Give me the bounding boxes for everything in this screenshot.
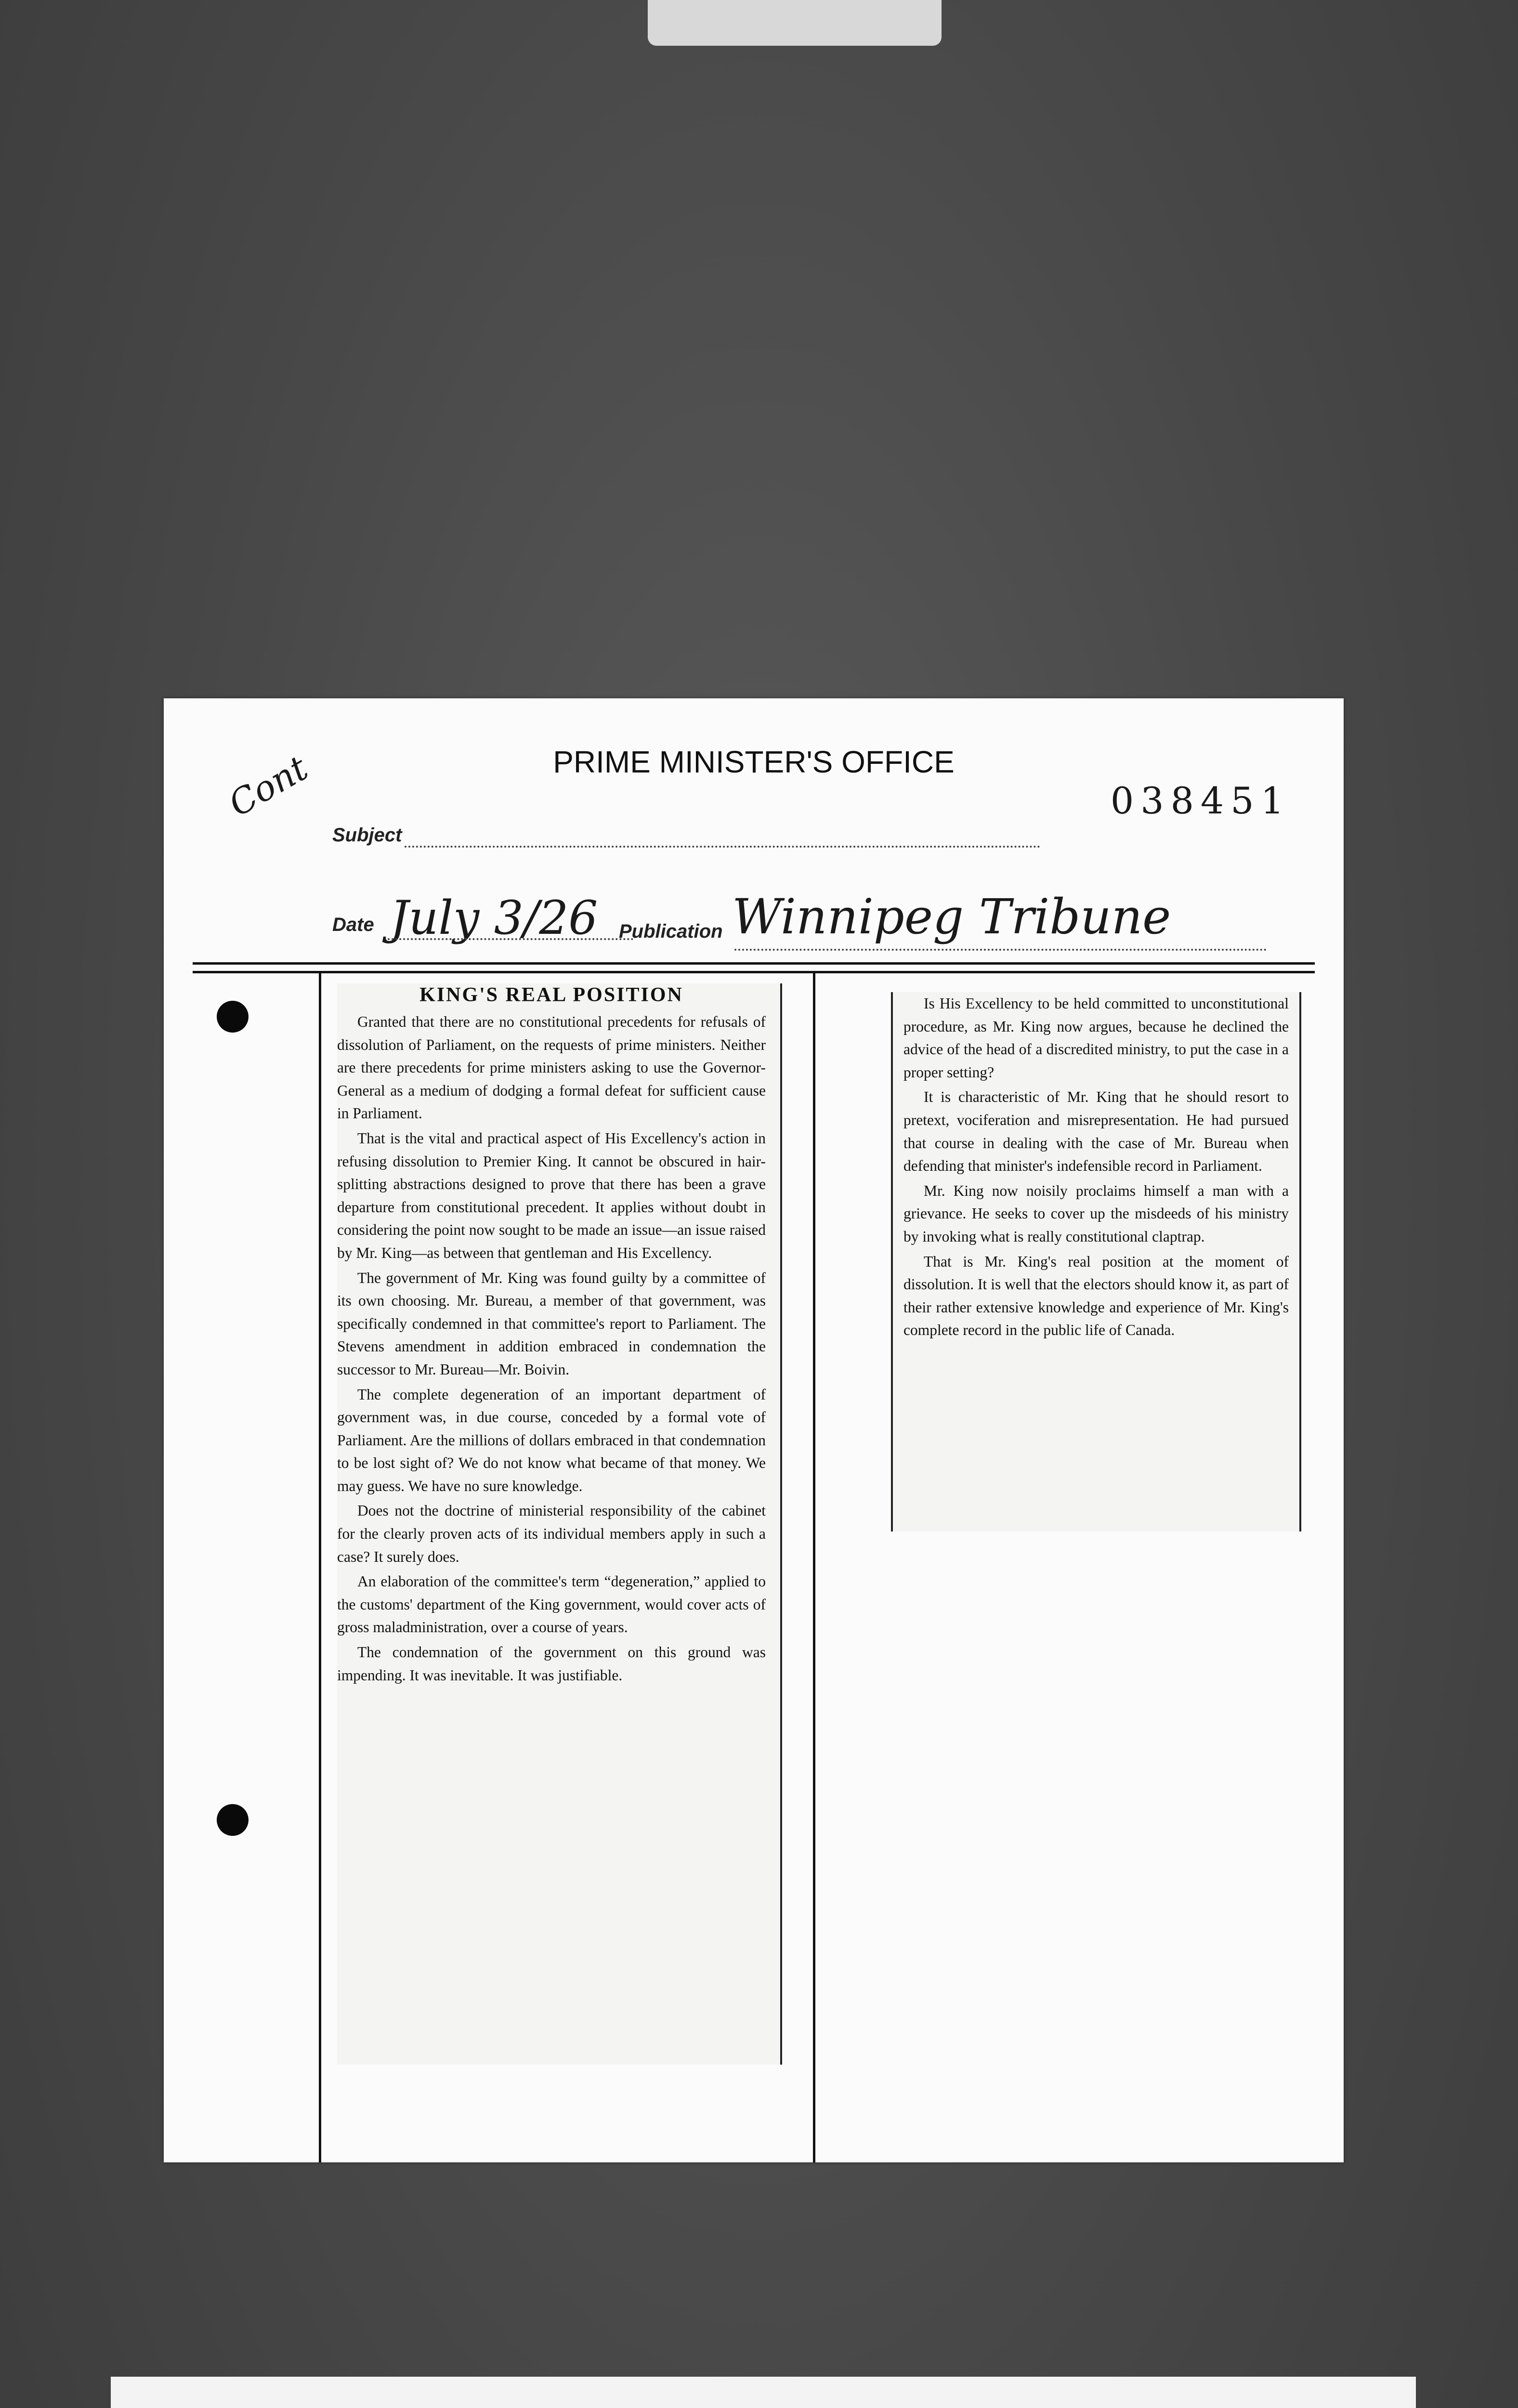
- header-rule: [193, 962, 1315, 965]
- clipping-right-column: [891, 992, 1301, 1531]
- clipping-paragraph: The government of Mr. King was found guilty by a committee of its own choosing. Mr. Bureau, a member of that government, was specifically condemned in that committee's report to Parliament. The Stevens amendment in addition embraced in condemnation the successor to Mr. Bureau—Mr. Boivin.: [337, 1269, 766, 1378]
- subject-field: [405, 846, 1040, 848]
- clipping-paragraph: The condemnation of the government on this ground was impending. It was inevitable. It was justifiable.: [337, 1644, 766, 1684]
- document-sheet: [164, 698, 1344, 2162]
- clipping-paragraph: That is Mr. King's real position at the moment of dissolution. It is well that the electors should know it, as part of their rather extensive knowledge and experience of Mr. King's complete record in the public life of Canada.: [903, 1253, 1289, 1339]
- column-divider: [813, 972, 815, 2162]
- clipping-paragraph: Granted that there are no constitutional precedents for refusals of dissolution of Parliament, on the requests of prime ministers. Neither are there precedents for prime ministers asking to use the Governor-General as a medium of dodging a formal defeat for sufficient cause in Parliament.: [337, 1013, 766, 1122]
- date-field-line: [388, 938, 633, 940]
- publication-value: Winnipeg Tribune: [732, 889, 1171, 945]
- publication-label: Publication: [619, 921, 723, 942]
- clipping-paragraph: An elaboration of the committee's term “degeneration,” applied to the customs' department of the King government, would cover acts of gross maladministration, over a course of years.: [337, 1573, 766, 1636]
- punch-hole-top: [217, 1001, 249, 1033]
- clipping-paragraph: Mr. King now noisily proclaims himself a man with a grievance. He seeks to cover up the misdeeds of his ministry by invoking what is really constitutional claptrap.: [903, 1182, 1289, 1245]
- clipping-paragraph: Does not the doctrine of ministerial responsibility of the cabinet for the clearly proven acts of its individual members apply in such a case? It surely does.: [337, 1502, 766, 1565]
- clipping-paragraph: The complete degeneration of an important department of government was, in due course, conceded by a formal vote of Parliament. Are the millions of dollars embraced in that condemnation to be lost sight of? We do not know what became of that money. We may guess. We have no sure knowledge.: [337, 1386, 766, 1494]
- clipping-paragraph: That is the vital and practical aspect of His Excellency's action in refusing dissolution to Premier King. It cannot be obscured in hair-splitting abstractions designed to prove that there has been a grave departure from constitutional precedent. It applies without doubt in considering the point now sought to be made an issue—an issue raised by Mr. King—as between that gentleman and His Excellency.: [337, 1129, 766, 1261]
- subject-label: Subject: [332, 824, 402, 846]
- clipping-left-column: [337, 983, 782, 2065]
- date-label: Date: [332, 914, 374, 935]
- top-clip-tab: [648, 0, 942, 46]
- clipping-paragraph: It is characteristic of Mr. King that he should resort to pretext, vociferation and misrepresentation. He had pursued that course in dealing with the case of Mr. Bureau when defending that minister's indefensible record in Parliament.: [903, 1088, 1289, 1175]
- header-rule-secondary: [193, 971, 1315, 973]
- margin-divider: [319, 972, 321, 2162]
- margin-note: Cont: [222, 747, 315, 824]
- archive-label-card: [111, 2377, 1416, 2408]
- clipping-headline: KING'S REAL POSITION: [419, 984, 683, 1006]
- clipping-paragraph: Is His Excellency to be held committed to unconstitutional procedure, as Mr. King now argues, because he declined the advice of the head of a discredited ministry, to put the case in a proper setting?: [903, 995, 1289, 1081]
- punch-hole-bottom: [217, 1804, 249, 1836]
- publication-field-line: [734, 949, 1267, 951]
- office-title: PRIME MINISTER'S OFFICE: [553, 745, 955, 779]
- date-value: July 3/26: [390, 891, 598, 945]
- document-number: 038451: [1110, 779, 1291, 822]
